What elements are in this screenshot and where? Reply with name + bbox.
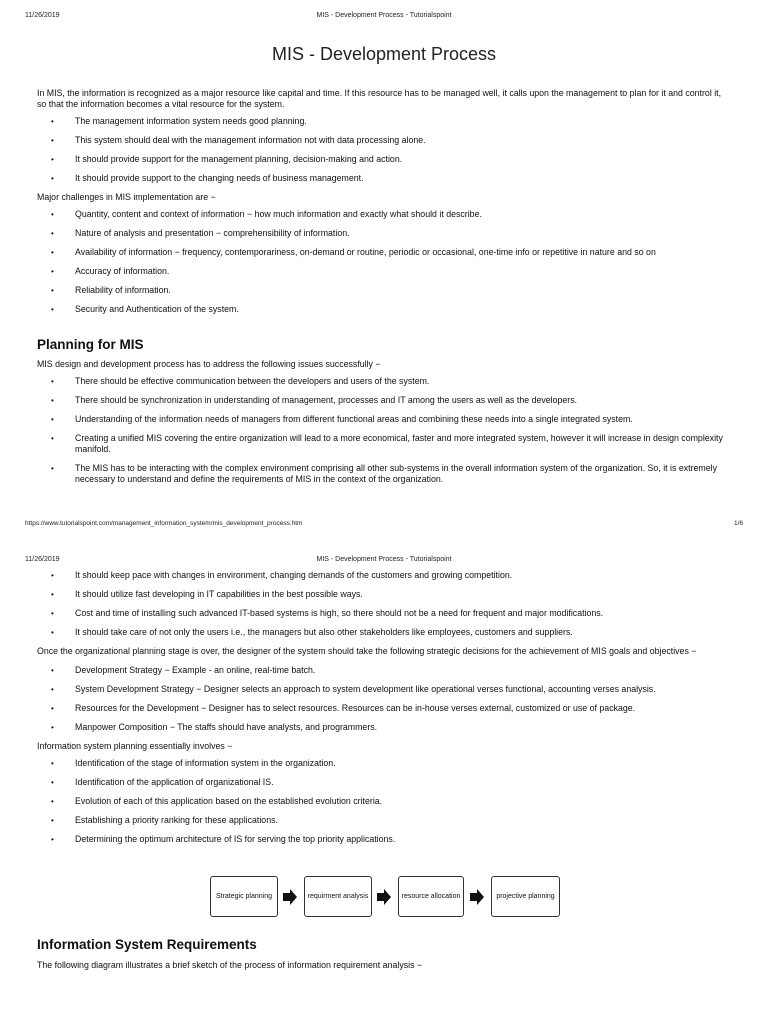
planning-intro: MIS design and development process has to address the following issues successfully −	[37, 359, 381, 369]
requirements-section	[37, 939, 731, 971]
flow-box-requirement-analysis	[304, 876, 372, 917]
flow-box-label: resource allocation	[401, 892, 461, 900]
list-item: • Accuracy of information.	[37, 266, 731, 277]
list-item: • It should keep pace with changes in environment, changing demands of the customers and growing competition.	[37, 570, 731, 581]
planning-list	[37, 376, 731, 485]
list-item: • The management information system needs good planning.	[37, 116, 731, 127]
planning-flow-diagram	[210, 876, 560, 918]
requirements-intro: The following diagram illustrates a brief sketch of the process of information requirement analysis −	[37, 960, 423, 970]
list-item: • Manpower Composition − The staffs should have analysts, and programmers.	[37, 722, 731, 733]
header-date: 11/26/2019	[25, 556, 60, 563]
list-item: • Creating a unified MIS covering the entire organization will lead to a more economical, faster and more integrated system, however it will increase in design complexity manifold.	[37, 433, 731, 455]
list-item: • The MIS has to be interacting with the complex environment comprising all other sub-systems in the overall information system of the organization. So, it is extremely necessary to understand and define the requirements of MIS in the context of the organization.	[37, 463, 731, 485]
arrow-right-icon	[470, 889, 484, 905]
page-header-2	[25, 556, 743, 563]
flow-box-label: projective planning	[496, 892, 555, 900]
planning-heading: Planning for MIS	[37, 337, 144, 352]
page-title: MIS - Development Process	[271, 44, 497, 64]
list-item: • Understanding of the information needs of managers from different functional areas and combining these needs into a single integrated system.	[37, 414, 731, 425]
header-title: MIS - Development Process - Tutorialspoint	[316, 12, 452, 19]
strategic-intro: Once the organizational planning stage is over, the designer of the system should take the following strategic decisions for the achievement of MIS goals and objectives −	[37, 646, 697, 656]
isp-intro: Information system planning essentially involves −	[37, 741, 233, 751]
intro-paragraph: In MIS, the information is recognized as a major resource like capital and time. If this resource has to be managed well, it calls upon the management to plan for it and control it, so that the information becomes a vital resource for the system.	[37, 88, 722, 109]
arrow-right-icon	[377, 889, 391, 905]
footer-page-number: 1/6	[733, 520, 743, 527]
header-date: 11/26/2019	[25, 12, 60, 19]
list-item: • Reliability of information.	[37, 285, 731, 296]
list-item: • System Development Strategy − Designer selects an approach to system development like operational verses functional, accounting verses analysis.	[37, 684, 731, 695]
list-item: • Resources for the Development − Designer has to select resources. Resources can be in-house verses external, customized or use of package.	[37, 703, 731, 714]
flow-box-label: Strategic planning	[215, 892, 273, 900]
flow-box-projective-planning	[491, 876, 560, 917]
planning-section	[37, 339, 731, 485]
list-item: • Identification of the stage of information system in the organization.	[37, 758, 731, 769]
flow-box-label: requirment analysis	[307, 892, 369, 900]
intro-list	[37, 116, 731, 184]
page-header-1	[25, 12, 743, 19]
challenges-intro: Major challenges in MIS implementation are −	[37, 192, 216, 202]
page-footer	[25, 520, 743, 527]
list-item: • Quantity, content and context of information − how much information and exactly what should it describe.	[37, 209, 731, 220]
list-item: • Establishing a priority ranking for these applications.	[37, 815, 731, 826]
page-2-content	[37, 570, 731, 845]
list-item: • Nature of analysis and presentation − comprehensibility of information.	[37, 228, 731, 239]
page-1-content	[37, 88, 731, 315]
list-item: • Cost and time of installing such advanced IT-based systems is high, so there should not be a need for frequent and major modifications.	[37, 608, 731, 619]
list-item: • It should take care of not only the users i.e., the managers but also other stakeholders like employees, customers and suppliers.	[37, 627, 731, 638]
list-item: • This system should deal with the management information not with data processing alone.	[37, 135, 731, 146]
list-item: • It should utilize fast developing in IT capabilities in the best possible ways.	[37, 589, 731, 600]
arrow-right-icon	[283, 889, 297, 905]
list-item: • Determining the optimum architecture of IS for serving the top priority applications.	[37, 834, 731, 845]
strategic-list	[37, 665, 731, 733]
list-item: • Identification of the application of organizational IS.	[37, 777, 731, 788]
header-title: MIS - Development Process - Tutorialspoint	[316, 556, 452, 563]
isp-list	[37, 758, 731, 845]
list-item: • It should provide support for the management planning, decision-making and action.	[37, 154, 731, 165]
footer-url[interactable]: https://www.tutorialspoint.com/management_information_system/mis_development_process.htm	[25, 520, 303, 527]
list-item: • Development Strategy − Example - an online, real-time batch.	[37, 665, 731, 676]
list-item: • There should be synchronization in understanding of management, processes and IT among the users as well as the developers.	[37, 395, 731, 406]
list-item: • Security and Authentication of the system.	[37, 304, 731, 315]
challenges-list	[37, 209, 731, 315]
planning-list-continued	[37, 570, 731, 638]
list-item: • Availability of information − frequency, contemporariness, on-demand or routine, periodic or occasional, one-time info or repetitive in nature and so on	[37, 247, 731, 258]
requirements-heading: Information System Requirements	[37, 937, 257, 952]
flow-box-resource-allocation	[398, 876, 464, 917]
list-item: • Evolution of each of this application based on the established evolution criteria.	[37, 796, 731, 807]
list-item: • There should be effective communication between the developers and users of the system.	[37, 376, 731, 387]
flow-box-strategic-planning	[210, 876, 278, 917]
list-item: • It should provide support to the changing needs of business management.	[37, 173, 731, 184]
